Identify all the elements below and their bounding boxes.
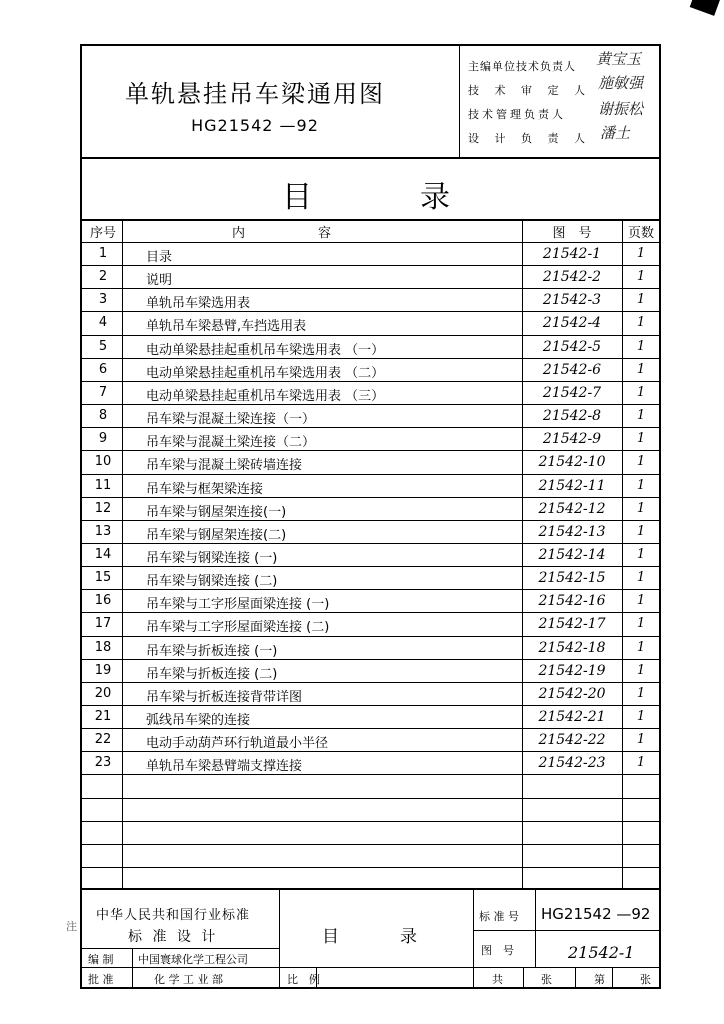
row-drawing-number: 21542-2 (542, 269, 602, 286)
table-row-line (80, 311, 661, 312)
row-drawing-number: 21542-20 (538, 685, 606, 702)
title-block-line (80, 948, 279, 949)
header-divider (459, 44, 460, 157)
row-number: 16 (94, 593, 112, 609)
row-number: 18 (94, 639, 112, 655)
row-page-count: 1 (636, 431, 646, 447)
col-header-content-right: 容 (318, 226, 332, 241)
row-content: 单轨吊车梁悬臂,车挡选用表 (146, 319, 307, 335)
row-page-count: 1 (636, 616, 646, 632)
row-number: 6 (98, 361, 108, 377)
title-block-divider (473, 888, 474, 987)
row-number: 10 (94, 454, 112, 470)
row-content: 吊车梁与钢屋架连接(一) (146, 504, 287, 520)
row-drawing-number: 21542-3 (542, 292, 602, 309)
row-page-count: 1 (636, 685, 646, 701)
row-number: 20 (94, 685, 112, 701)
table-row-line (80, 844, 661, 845)
signature-name: 施敏强 (598, 74, 644, 92)
row-content: 电动单梁悬挂起重机吊车梁选用表 （一） (146, 342, 385, 358)
page-label: 第 (594, 973, 605, 986)
table-row-line (80, 543, 661, 544)
table-header-line (80, 242, 661, 243)
row-drawing-number: 21542-11 (538, 477, 606, 494)
standard-code: HG21542 —92 (191, 116, 319, 135)
org-line-1: 中华人民共和国行业标准 (96, 908, 251, 923)
row-content: 电动单梁悬挂起重机吊车梁选用表 （三） (146, 388, 385, 404)
row-number: 17 (94, 616, 112, 632)
row-page-count: 1 (636, 384, 646, 400)
row-drawing-number: 21542-12 (538, 500, 606, 517)
row-content: 吊车梁与工字形屋面梁连接 (二) (146, 620, 330, 636)
row-page-count: 1 (636, 593, 646, 609)
header-bottom-line (80, 157, 661, 159)
table-row-line (80, 450, 661, 451)
toc-title-right: 录 (420, 180, 450, 215)
row-drawing-number: 21542-22 (538, 732, 606, 749)
approved-label: 批 准 (88, 973, 114, 986)
row-content: 吊车梁与框架梁连接 (146, 481, 264, 497)
total-label: 共 (492, 973, 503, 986)
row-content: 吊车梁与工字形屋面梁连接 (一) (146, 597, 330, 613)
table-row-line (80, 520, 661, 521)
table-row-line (80, 497, 661, 498)
row-drawing-number: 21542-5 (542, 338, 602, 355)
sheet-label: 张 (640, 973, 651, 986)
title-block-line (80, 967, 661, 968)
signature-name: 黄宝玉 (596, 50, 642, 68)
row-number: 21 (94, 709, 112, 724)
table-row-line (80, 335, 661, 336)
col-header-content-left: 内 (232, 226, 246, 241)
row-page-count: 1 (636, 639, 646, 655)
row-drawing-number: 21542-9 (542, 431, 602, 448)
row-content: 吊车梁与折板连接背带详图 (146, 689, 303, 705)
table-column-line (122, 220, 123, 888)
corner-mark (690, 0, 721, 16)
col-header-pages: 页数 (627, 226, 654, 241)
signature-name: 潘土 (600, 124, 631, 142)
table-row-line (80, 612, 661, 613)
standard-value: HG21542 —92 (541, 905, 651, 923)
row-page-count: 1 (636, 338, 646, 354)
toc-title-left: 目 (282, 180, 312, 215)
row-page-count: 1 (636, 546, 646, 562)
table-row-line (80, 265, 661, 266)
row-number: 23 (94, 755, 112, 771)
row-number: 5 (98, 338, 108, 354)
row-drawing-number: 21542-19 (538, 662, 606, 679)
signature-label: 主编单位技术负责人 (468, 60, 576, 73)
row-page-count: 1 (636, 755, 646, 771)
row-drawing-number: 21542-4 (542, 315, 602, 332)
row-number: 13 (94, 523, 112, 539)
title-block-line (473, 930, 661, 931)
row-content: 吊车梁与折板连接 (二) (146, 666, 278, 682)
toc-title-line (80, 219, 661, 221)
row-page-count: 1 (636, 523, 646, 539)
row-content: 目录 (146, 250, 173, 265)
row-number: 19 (94, 662, 112, 678)
table-row-line (80, 659, 661, 660)
margin-note: 注 (66, 920, 77, 933)
row-number: 7 (98, 384, 108, 400)
table-row-line (80, 566, 661, 567)
signature-label: 技 术 审 定 人 (468, 84, 591, 97)
row-number: 9 (98, 431, 108, 447)
row-drawing-number: 21542-10 (538, 454, 606, 471)
title-block-divider (279, 888, 280, 987)
row-number: 15 (94, 570, 112, 586)
row-drawing-number: 21542-23 (538, 755, 606, 772)
row-content: 吊车梁与混凝土梁连接（二） (146, 435, 316, 451)
row-content: 吊车梁与钢梁连接 (一) (146, 550, 278, 566)
doc-title-left: 目 (322, 927, 339, 947)
row-page-count: 1 (636, 477, 646, 493)
table-row-line (80, 427, 661, 428)
doc-title-right: 录 (400, 927, 417, 947)
signature-label: 设 计 负 责 人 (468, 132, 591, 145)
row-number: 22 (94, 732, 112, 748)
row-page-count: 1 (636, 662, 646, 678)
row-page-count: 1 (636, 454, 646, 470)
row-page-count: 1 (636, 500, 646, 516)
title-block-top-line (80, 888, 661, 890)
row-number: 1 (98, 246, 108, 261)
row-page-count: 1 (636, 315, 646, 331)
row-drawing-number: 21542-17 (538, 616, 606, 633)
table-row-line (80, 751, 661, 752)
table-row-line (80, 867, 661, 868)
table-row-line (80, 682, 661, 683)
row-number: 4 (98, 315, 108, 331)
table-row-line (80, 381, 661, 382)
table-row-line (80, 589, 661, 590)
compiled-value: 中国寰球化学工程公司 (138, 953, 248, 966)
row-content: 吊车梁与折板连接 (一) (146, 643, 278, 659)
row-content: 弧线吊车梁的连接 (146, 713, 251, 728)
signature-name: 谢振松 (598, 100, 644, 118)
row-drawing-number: 21542-7 (542, 384, 602, 401)
row-drawing-number: 21542-15 (538, 570, 606, 587)
drawing-label: 图 号 (481, 944, 514, 957)
row-drawing-number: 21542-21 (538, 709, 606, 725)
table-row-line (80, 404, 661, 405)
row-drawing-number: 21542-18 (538, 639, 606, 656)
table-row-line (80, 774, 661, 775)
table-row-line (80, 358, 661, 359)
col-header-no: 序号 (89, 226, 116, 241)
row-page-count: 1 (636, 361, 646, 377)
table-row-line (80, 798, 661, 799)
row-page-count: 1 (636, 709, 646, 724)
table-row-line (80, 728, 661, 729)
row-drawing-number: 21542-13 (538, 523, 606, 540)
table-column-line (622, 220, 623, 888)
compiled-label: 编 制 (88, 953, 114, 966)
page-title: 单轨悬挂吊车梁通用图 (125, 80, 385, 108)
table-row-line (80, 474, 661, 475)
row-content: 单轨吊车梁选用表 (146, 296, 251, 312)
table-row-line (80, 288, 661, 289)
table-row-line (80, 821, 661, 822)
row-content: 说明 (146, 273, 173, 289)
row-content: 吊车梁与混凝土梁连接（一） (146, 412, 316, 428)
row-page-count: 1 (636, 408, 646, 424)
col-header-drawing: 图 号 (552, 226, 592, 241)
row-page-count: 1 (636, 732, 646, 748)
signature-label: 技术管理负责人 (468, 108, 566, 121)
table-row-line (80, 636, 661, 637)
row-content: 电动单梁悬挂起重机吊车梁选用表 （二） (146, 365, 385, 381)
row-number: 14 (94, 546, 112, 562)
row-content: 吊车梁与混凝土梁砖墙连接 (146, 458, 303, 474)
row-drawing-number: 21542-14 (538, 546, 606, 563)
row-content: 吊车梁与钢梁连接 (二) (146, 574, 278, 590)
row-page-count: 1 (636, 570, 646, 586)
row-number: 11 (94, 477, 112, 493)
row-page-count: 1 (636, 269, 646, 285)
title-block-divider (612, 967, 613, 987)
approved-value: 化 学 工 业 部 (154, 973, 223, 986)
row-content: 吊车梁与钢屋架连接(二) (146, 527, 287, 543)
row-number: 8 (98, 408, 108, 424)
row-drawing-number: 21542-6 (542, 361, 602, 378)
row-number: 3 (98, 292, 108, 308)
table-row-line (80, 705, 661, 706)
row-page-count: 1 (636, 292, 646, 308)
drawing-value: 21542-1 (568, 943, 635, 962)
sheets-label: 张 (541, 973, 552, 986)
row-content: 电动手动葫芦环行轨道最小半径 (146, 736, 329, 752)
row-content: 单轨吊车梁悬臂端支撑连接 (146, 759, 303, 775)
title-block-divider (523, 967, 524, 987)
org-line-2: 标 准 设 计 (128, 929, 219, 945)
row-page-count: 1 (636, 246, 646, 261)
row-drawing-number: 21542-16 (538, 593, 606, 610)
row-number: 2 (98, 269, 108, 285)
row-drawing-number: 21542-8 (542, 408, 602, 425)
scale-label: 比 例 (287, 973, 320, 986)
row-number: 12 (94, 500, 112, 516)
title-block-divider (575, 967, 576, 987)
title-block-divider (535, 888, 536, 968)
standard-label: 标 准 号 (479, 910, 519, 923)
row-drawing-number: 21542-1 (542, 246, 602, 262)
